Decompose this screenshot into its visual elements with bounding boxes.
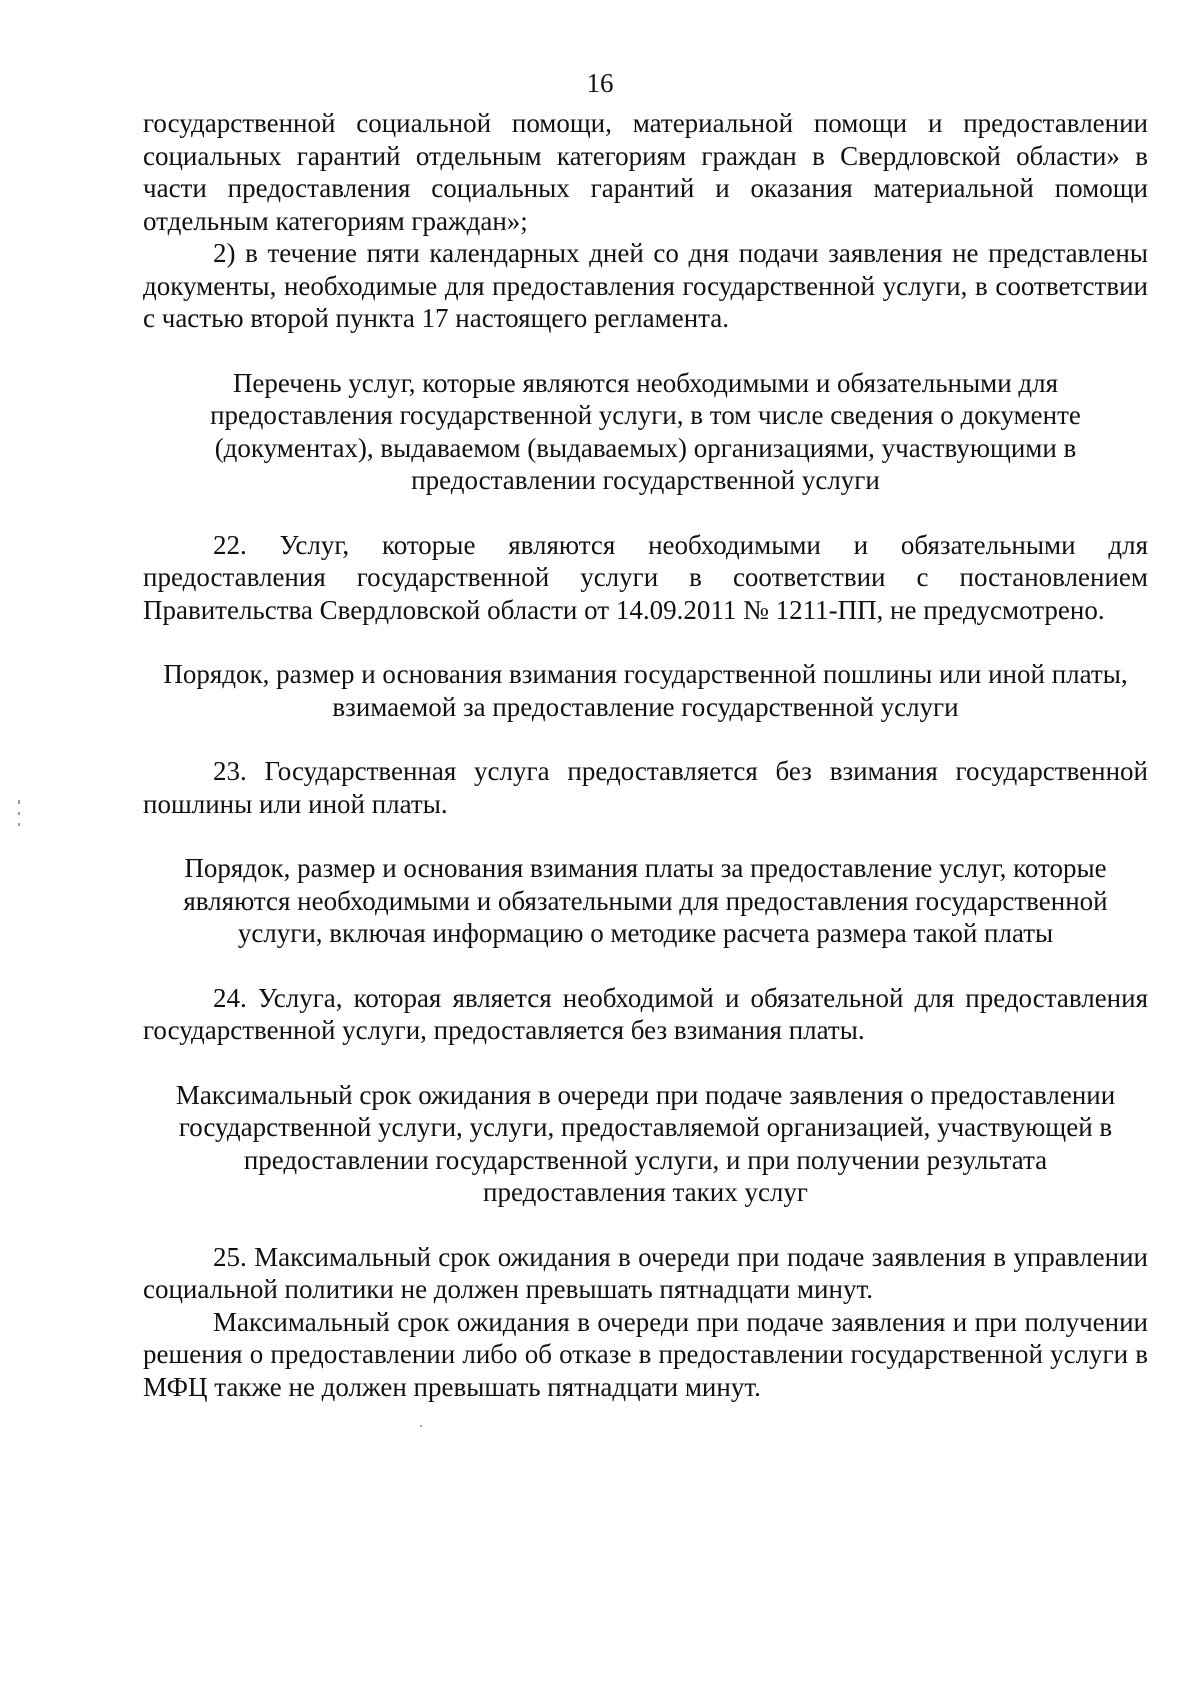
heading-wait-time: Максимальный срок ожидания в очереди при подаче заявления о предоставлении государственной услуги, услуги, предоставляемой организацией, участвующей в предоставлении государственной услуги, и при получении результата предоставления таких услуг <box>175 1079 1116 1207</box>
scan-margin-mark <box>18 823 20 826</box>
paragraph-25b: Максимальный срок ожидания в очереди при подаче заявления и при получении решения о предоставлении либо об отказе в предоставлении государственной услуги в МФЦ также не должен превышать пятнадцати минут. <box>143 1306 1148 1402</box>
heading-services-list: Перечень услуг, которые являются необходимыми и обязательными для предоставления государственной услуги, в том числе сведения о документе (документах), выдаваемом (выдаваемых) организациями, участвующими в предоставлении государственной услуги <box>210 367 1081 495</box>
paragraph-22: 22. Услуг, которые являются необходимыми и обязательными для предоставления государственной услуги в соответствии с постановлением Правительства Свердловской области от 14.09.2011 № 1211-ПП, не предусмотрено. <box>143 529 1148 625</box>
heading-fee-order: Порядок, размер и основания взимания государственной пошлины или иной платы, взимаемой за предоставление государственной услуги <box>163 659 1128 722</box>
paragraph-24: 24. Услуга, которая является необходимой и обязательной для предоставления государственной услуги, предоставляется без взимания платы. <box>143 982 1148 1045</box>
paragraph-25a: 25. Максимальный срок ожидания в очереди при подаче заявления в управлении социальной политики не должен превышать пятнадцати минут. <box>143 1241 1148 1304</box>
paragraph-item-2: 2) в течение пяти календарных дней со дня подачи заявления не представлены документы, необходимые для предоставления государственной услуги, в соответствии с частью второй пункта 17 настоящего регламента. <box>143 238 1148 333</box>
paragraph-23: 23. Государственная услуга предоставляется без взимания государственной пошлины или иной платы. <box>143 756 1148 819</box>
page-number: 16 <box>586 68 614 98</box>
heading-fee-services: Порядок, размер и основания взимания платы за предоставление услуг, которые являются необходимыми и обязательными для предоставления государственной услуги, включая информацию о методике расчета размера такой платы <box>183 853 1108 948</box>
scan-margin-mark <box>18 812 20 815</box>
document-body <box>143 107 1148 1403</box>
paragraph-continuation: государственной социальной помощи, материальной помощи и предоставлении социальных гарантий отдельным категориям граждан в Свердловской области» в части предоставления социальных гарантий и оказания материальной помощи отдельным категориям граждан»; <box>143 108 1148 236</box>
scan-dot <box>420 1425 422 1427</box>
scan-margin-mark <box>18 800 20 804</box>
